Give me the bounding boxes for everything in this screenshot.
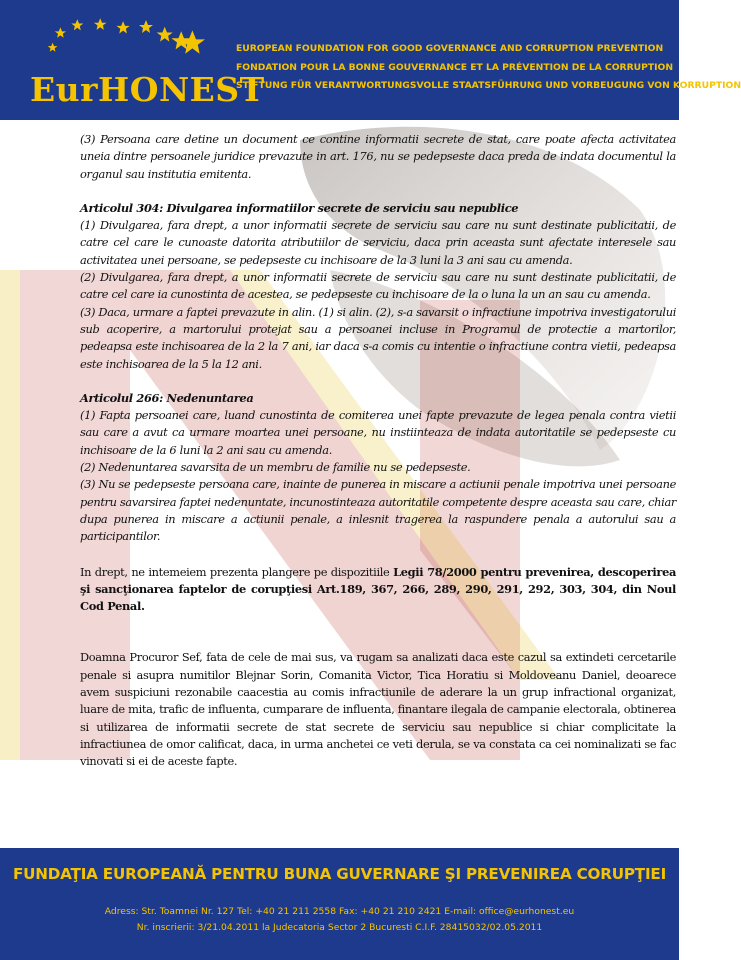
article-304-title: Articolul 304: Divulgarea informatiilor secrete de serviciu sau nepublice (80, 200, 519, 215)
foundation-name-lines (236, 40, 741, 96)
document-body (80, 131, 676, 771)
legal-basis-laws: Legii 78/2000 pentru prevenirea, descoperirea şi sancţionarea faptelor de corupţiesi Art.189, 367, 266, 289, 290, 291, 292, 303, 304, din Noul Cod Penal. (80, 564, 676, 614)
letterhead-footer (0, 848, 679, 960)
article-304-alin3: (3) Daca, urmare a faptei prevazute in alin. (1) si alin. (2), s-a savarsit o infractiune impotriva investigatorului sub acoperire, a martorului protejat sau a persoanei incluse in Programul de protectie a martorilor, pedeapsa este inchisoarea de la 2 la 7 ani, iar daca s-a comis cu intentie o infractiune contra vietii, pedeapsa este inchisoarea de la 5 la 12 ani. (80, 304, 676, 371)
article-266-alin1: (1) Fapta persoanei care, luand cunostinta de comiterea unei fapte prevazute de legea penala contra vietii sau care a avut ca urmare moartea unei persoane, nu instiinteaza de indata autoritatile se pedepseste cu inchisoare de la 6 luni la 2 ani sau cu amenda. (80, 408, 676, 457)
foundation-name-en: EUROPEAN FOUNDATION FOR GOOD GOVERNANCE AND CORRUPTION PREVENTION (236, 43, 664, 54)
article-266-alin3: (3) Nu se pedepseste persoana care, inainte de punerea in miscare a actiunii penale impotriva unei persoane pentru savarsirea faptei nedenuntate, incunostinteaza autoritatile competente despre aceasta sau care, chiar dupa punerea in miscare a actiunii penale, a inlesnit tragerea la raspundere penala a autorului sau a participantilor. (80, 477, 676, 544)
foundation-name-de: STIFTUNG FÜR VERANTWORTUNGSVOLLE STAATSFÜHRUNG UND VORBEUGUNG VON KORRUPTION (236, 80, 741, 91)
legal-basis-intro: In drept, ne intemeiem prezenta plangere pe dispozitiile (80, 564, 394, 579)
footer-contact-line: Adress: Str. Toamnei Nr. 127 Tel: +40 21 211 2558 Fax: +40 21 210 2421 E-mail: office@eurhonest.eu (104, 906, 575, 917)
letterhead-header (0, 0, 741, 120)
article-304-alin1: (1) Divulgarea, fara drept, a unor informatii secrete de serviciu sau care nu sunt destinate publicitatii, de catre cel care le cunoaste datorita atributiilor de serviciu, daca prin aceasta sunt afectate interesele sau activitatea unei persoane, se pedepseste cu inchisoare de la 3 luni la 3 ani sau cu amenda. (80, 218, 676, 267)
article-266-alin2: (2) Nedenuntarea savarsita de un membru de familie nu se pedepseste. (80, 460, 471, 475)
logo-wordmark: EurHONEST (30, 70, 265, 109)
article-266-title: Articolul 266: Nedenuntarea (80, 390, 254, 405)
article-304-alin2: (2) Divulgarea, fara drept, a unor informatii secrete de serviciu sau care nu sunt destinate publicitatii, de catre cel care ia cunostinta de acestea, se pedepseste cu inchisoare de la o luna la un an sau cu amenda. (80, 270, 676, 302)
foundation-name-fr: FONDATION POUR LA BONNE GOUVERNANCE ET LA PRÉVENTION DE LA CORRUPTION (236, 61, 674, 73)
footer-foundation-name: FUNDAŢIA EUROPEANĂ PENTRU BUNA GUVERNARE ŞI PREVENIREA CORUPŢIEI (12, 865, 667, 883)
paragraph-art-alin3: (3) Persoana care detine un document ce contine informatii secrete de stat, care poate afecta activitatea uneia dintre persoanele juridice prevazute in art. 176, nu se pedepseste daca preda de indata documentul la organul sau institutia emitenta. (80, 132, 676, 181)
legal-basis-paragraph (80, 564, 676, 616)
footer-registration-line: Nr. inscrierii: 3/21.04.2011 la Judecatoria Sector 2 Bucuresti C.I.F. 28415032/02.05.2011 (136, 922, 543, 933)
request-paragraph: Doamna Procuror Sef, fata de cele de mai sus, va rugam sa analizati daca este cazul sa extindeti cercetarile penale si asupra numitilor Blejnar Sorin, Comanita Victor, Tica Horatiu si Moldoveanu Daniel, deoarece avem suspiciuni rezonabile caacestia au comis infractiunile de aderare la un grup infractional organizat, luare de mita, trafic de influenta, cumparare de influenta, finantare ilegala de campanie electorala, obtinerea si utilizarea de informatii secrete de stat secrete de serviciu sau nepublice si chiar complicitate la infractiunea de omor calificat, daca, in urma anchetei ce veti derula, se va constata ca cei nominalizati se fac vinovati si ei de aceste fapte. (80, 650, 676, 769)
